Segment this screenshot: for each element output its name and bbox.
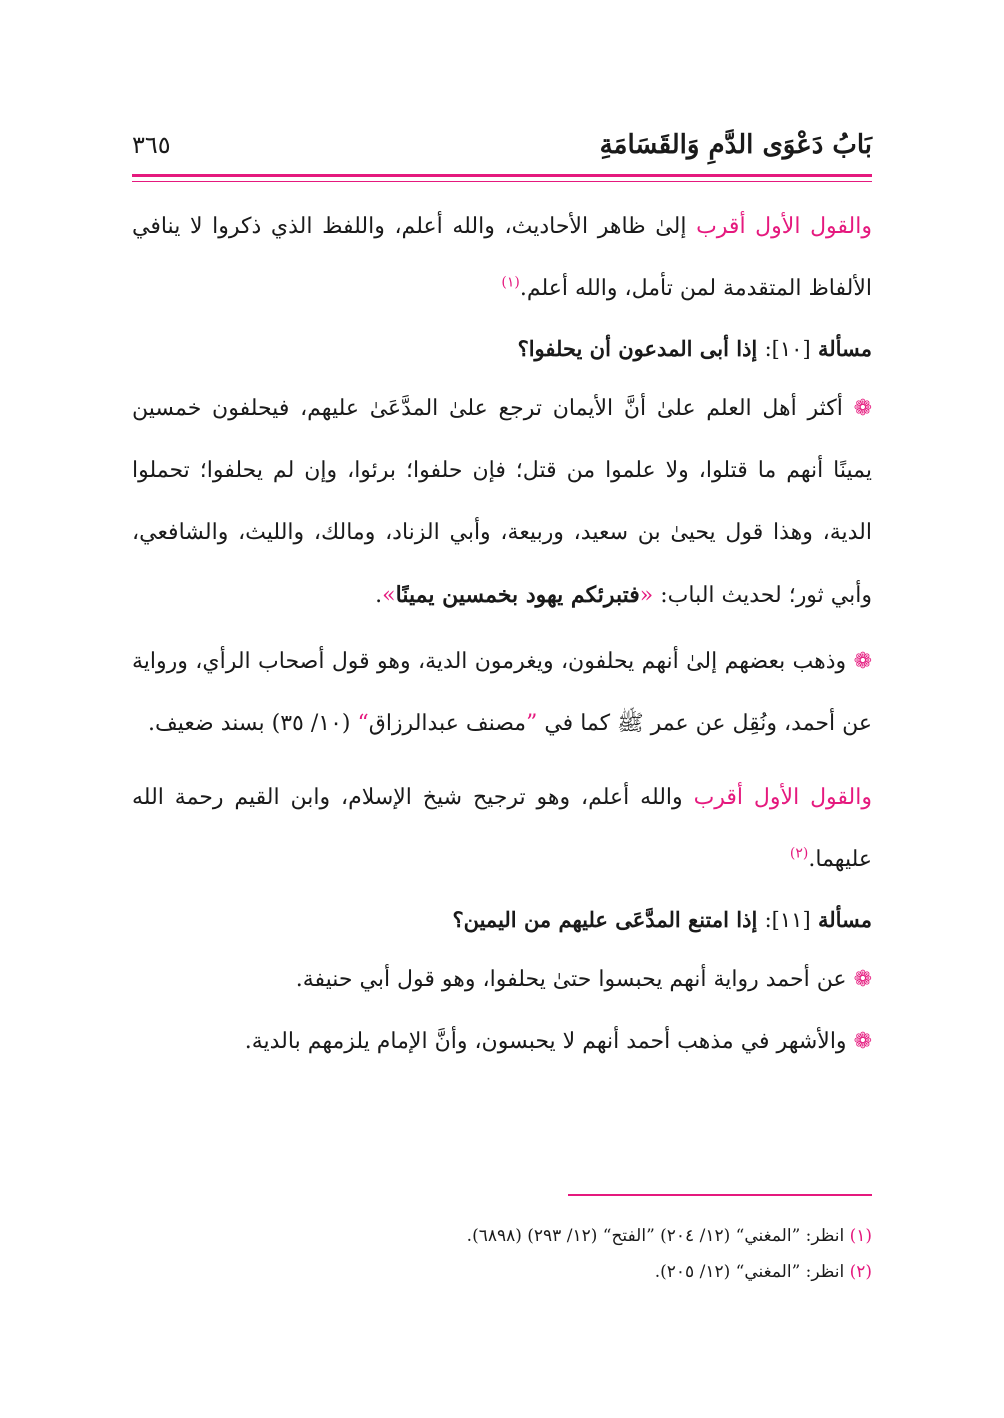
running-title: بَابُ دَعْوَى الدَّمِ وَالقَسَامَةِ (599, 130, 872, 160)
paragraph-1 (132, 196, 872, 320)
paragraph-3 (132, 631, 872, 755)
header-rule-thick (132, 174, 872, 177)
spacer (132, 755, 872, 767)
page-header (132, 120, 872, 170)
page-number: ٣٦٥ (132, 131, 171, 159)
paragraph-4 (132, 767, 872, 891)
footnotes (132, 1218, 872, 1290)
paragraph-text: كما في (544, 711, 611, 736)
footnote-text: انظر: ”المغني“ (١٢/ ٢٠٤) ”الفتح“ (١٢/ ٢٩٣) (٦٨٩٨). (466, 1226, 845, 1246)
issue-heading-10 (132, 326, 872, 372)
source-title: مصنف عبدالرزاق (368, 711, 527, 736)
issue-label: مسألة (817, 336, 872, 361)
footnote-2 (132, 1254, 872, 1290)
footnote-ref[interactable]: (٢) (789, 845, 809, 862)
footnote-1 (132, 1218, 872, 1254)
issue-number: [١٠]: (764, 337, 811, 361)
issue-number: [١١]: (764, 908, 811, 932)
quote-open: ” (526, 711, 538, 736)
paragraph-text: عن أحمد رواية أنهم يحبسوا حتىٰ يحلفوا، وهو قول أبي حنيفة. (295, 967, 847, 992)
footnote-number: (٢) (849, 1262, 872, 1282)
source-citation: (١٠/ ٣٥) بسند ضعيف. (148, 711, 351, 736)
paragraph-2: ❁ أكثر أهل العلم علىٰ أنَّ الأيمان ترجع علىٰ المدَّعَىٰ عليهم، فيحلفون خمسين يمينًا أنهم ما قتلوا، ولا علموا من قتل؛ فإن حلفوا؛ برئوا، وإن لم يحلفوا؛ تحملوا الدية، وهذا قول يحيىٰ بن سعيد، وربيعة، وأبي الزناد، ومالك، والليث، والشافعي، وأبي ثور؛ لحديث الباب: «فتبرئكم يهود بخمسين يمينًا». (132, 396, 873, 608)
flower-ornament-icon: ❁ (853, 396, 873, 421)
paragraph-5 (132, 949, 872, 1011)
issue-title: إذا أبى المدعون أن يحلفوا؟ (517, 336, 758, 361)
issue-heading-11 (132, 897, 872, 943)
flower-ornament-icon: ❁ (853, 649, 872, 674)
footnote-separator (568, 1194, 872, 1196)
issue-title: إذا امتنع المدَّعَى عليهم من اليمين؟ (452, 907, 758, 932)
paragraph-text: أكثر أهل العلم علىٰ أنَّ الأيمان ترجع علىٰ المدَّعَىٰ عليهم، فيحلفون خمسين يمينًا أنهم ما قتلوا، ولا علموا من قتل؛ فإن حلفوا؛ برئوا، وإن لم يحلفوا؛ تحملوا الدية، وهذا قول يحيىٰ بن سعيد، وربيعة، وأبي الزناد، ومالك، والليث، والشافعي، وأبي ثور؛ لحديث الباب: (132, 396, 872, 608)
hadith-quote: فتبرئكم يهود بخمسين يمينًا (395, 582, 640, 608)
footnote-ref[interactable]: (١) (501, 274, 520, 291)
main-text (132, 196, 872, 1073)
paragraph-text: والأشهر في مذهب أحمد أنهم لا يحبسون، وأنَّ الإمام يلزمهم بالدية. (244, 1029, 847, 1054)
paragraph-text: وذهب بعضهم إلىٰ أنهم يحلفون، ويغرمون الدية، وهو قول أصحاب الرأي، ورواية عن أحمد، ونُقِل عن عمر (132, 649, 872, 736)
paragraph-6 (132, 1011, 872, 1073)
quote-close: » (382, 583, 396, 608)
quote-open: « (639, 583, 654, 608)
honorific-glyph: ﷺ (617, 711, 644, 736)
footnote-text: انظر: ”المغني“ (١٢/ ٢٠٥). (654, 1262, 845, 1282)
paragraph-text: والله أعلم، وهو ترجيح شيخ الإسلام، وابن القيم رحمة الله عليهما. (132, 785, 872, 872)
paragraph-text: إلىٰ ظاهر الأحاديث، والله أعلم، واللفظ الذي ذكروا لا ينافي الألفاظ المتقدمة لمن تأمل، والله أعلم. (132, 214, 872, 301)
emphasis-lead: والقول الأول أقرب (696, 214, 872, 239)
issue-label: مسألة (817, 907, 872, 932)
emphasis-lead: والقول الأول أقرب (693, 785, 872, 810)
header-rule-thin (132, 181, 872, 182)
quote-close: “ (357, 711, 369, 736)
flower-ornament-icon: ❁ (853, 967, 872, 992)
flower-ornament-icon: ❁ (853, 1029, 872, 1054)
footnote-number: (١) (849, 1226, 872, 1246)
